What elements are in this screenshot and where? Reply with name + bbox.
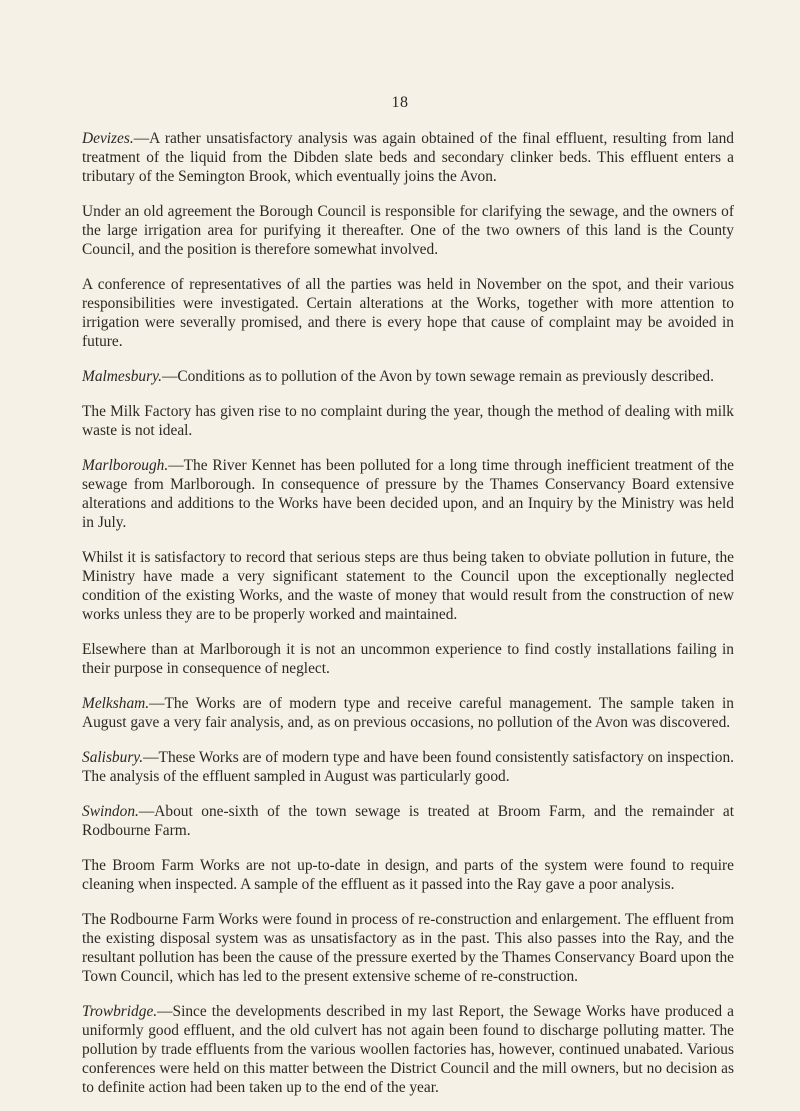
paragraph-trowbridge: [82, 1002, 734, 1097]
paragraph-text: —A rather unsatisfactory analysis was again obtained of the final effluent, resulting from land treatment of the liquid from the Dibden slate beds and secondary clinker beds. This effluent enters a tributary of the Semington Brook, which eventually joins the Avon.: [82, 130, 734, 185]
place-heading: Marlborough.: [82, 457, 169, 474]
paragraph-text: Elsewhere than at Marlborough it is not an uncommon experience to find costly installations failing in their purpose in consequence of neglect.: [82, 641, 734, 677]
paragraph-swindon: [82, 802, 734, 840]
paragraph-text: —About one-sixth of the town sewage is treated at Broom Farm, and the remainder at Rodbourne Farm.: [82, 803, 734, 839]
paragraph: [82, 275, 734, 351]
paragraph-text: —Conditions as to pollution of the Avon by town sewage remain as previously described.: [161, 368, 714, 385]
paragraph-melksham: [82, 694, 734, 732]
paragraph: [82, 202, 734, 259]
paragraph-salisbury: [82, 748, 734, 786]
paragraph-text: —The Works are of modern type and receive careful management. The sample taken in August gave a very fair analysis, and, as on previous occasions, no pollution of the Avon was discovered.: [82, 695, 734, 731]
paragraph-marlborough: [82, 456, 734, 532]
place-heading: Salisbury.: [82, 749, 144, 766]
paragraph: [82, 910, 734, 986]
place-heading: Trowbridge.: [82, 1003, 158, 1020]
page-number: 18: [391, 94, 409, 111]
paragraph-text: —These Works are of modern type and have been found consistently satisfactory on inspection. The analysis of the effluent sampled in August was particularly good.: [82, 749, 734, 785]
paragraph-text: —The River Kennet has been polluted for a long time through inefficient treatment of the sewage from Marlborough. In consequence of pressure by the Thames Conservancy Board extensive alterations and additions to the Works have been decided upon, and an Inquiry by the Ministry was held in July.: [82, 457, 734, 531]
place-heading: Swindon.: [82, 803, 139, 820]
paragraph-text: Under an old agreement the Borough Council is responsible for clarifying the sewage, and the owners of the large irrigation area for purifying it thereafter. One of the two owners of this land is the County Council, and the position is therefore somewhat involved.: [82, 203, 734, 258]
body-text: [82, 129, 734, 1111]
place-heading: Melksham.: [82, 695, 150, 712]
paragraph-text: A conference of representatives of all the parties was held in November on the spot, and their various responsibilities were investigated. Certain alterations at the Works, together with more attention to irrigation were severally promised, and there is every hope that cause of complaint may be avoided in future.: [82, 276, 734, 350]
paragraph-text: The Milk Factory has given rise to no complaint during the year, though the method of dealing with milk waste is not ideal.: [82, 403, 734, 439]
paragraph-text: The Broom Farm Works are not up-to-date in design, and parts of the system were found to require cleaning when inspected. A sample of the effluent as it passed into the Ray gave a poor analysis.: [82, 857, 734, 893]
paragraph: [82, 548, 734, 624]
paragraph: [82, 402, 734, 440]
place-heading: Devizes.: [82, 130, 134, 147]
paragraph-text: —Since the developments described in my last Report, the Sewage Works have produced a uniformly good effluent, and the old culvert has not again been found to discharge polluting matter. The pollution by trade effluents from the various woollen factories has, however, continued unabated. Various conferences were held on this matter between the District Council and the mill owners, but no decision as to definite action had been taken up to the end of the year.: [82, 1003, 734, 1096]
paragraph-text: The Rodbourne Farm Works were found in process of re-construction and enlargement. The effluent from the existing disposal system was as unsatisfactory as in the past. This also passes into the Ray, and the resultant pollution has been the cause of the pressure exerted by the Thames Conservancy Board upon the Town Council, which has led to the present extensive scheme of re-construction.: [82, 911, 734, 985]
paragraph-text: Whilst it is satisfactory to record that serious steps are thus being taken to obviate pollution in future, the Ministry have made a very significant statement to the Council upon the exceptionally neglected condition of the existing Works, and the waste of money that would result from the construction of new works unless they are to be properly worked and maintained.: [82, 549, 734, 623]
place-heading: Malmesbury.: [82, 368, 162, 385]
paragraph: [82, 856, 734, 894]
paragraph-malmesbury: [82, 367, 734, 386]
paragraph-devizes: [82, 129, 734, 186]
paragraph: [82, 640, 734, 678]
